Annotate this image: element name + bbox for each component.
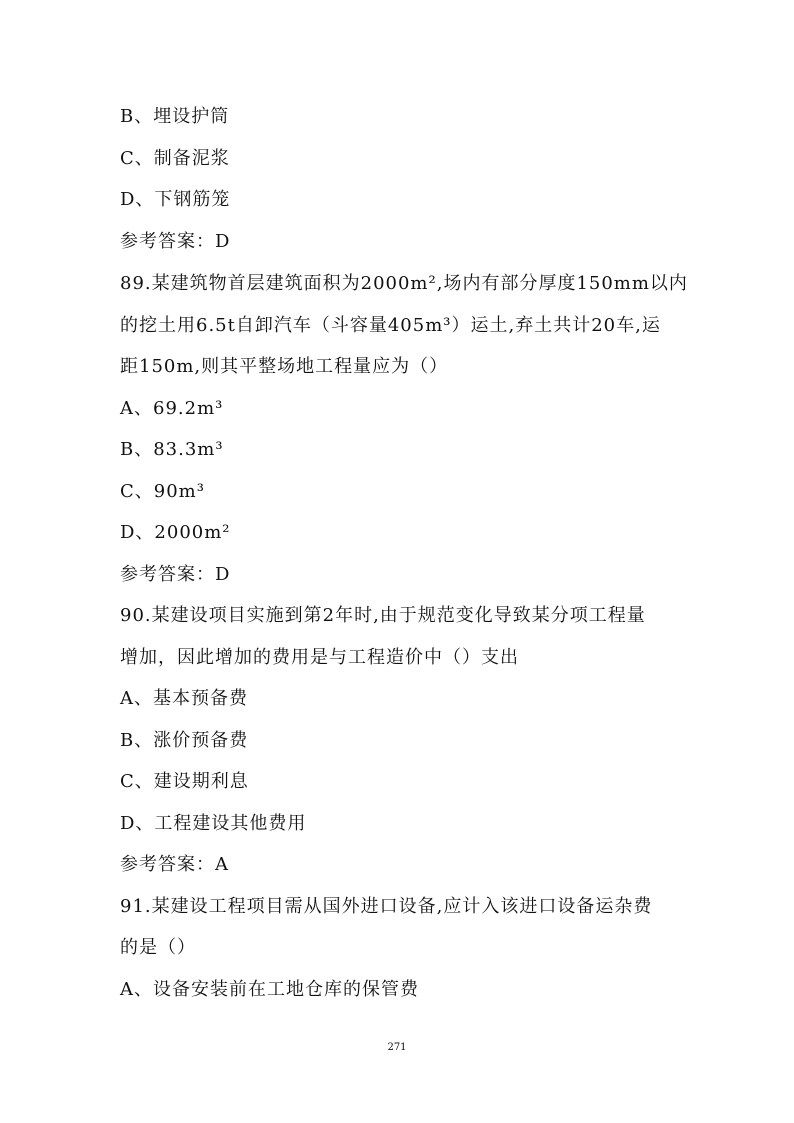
- option-b-q89: B、83.3m³: [120, 439, 224, 460]
- question-90-line-2: 增加，因此增加的费用是与工程造价中（）支出: [120, 647, 519, 668]
- option-c-q90: C、建设期利息: [120, 771, 249, 792]
- option-a-q90: A、基本预备费: [120, 688, 248, 709]
- option-b-q90: B、涨价预备费: [120, 730, 249, 751]
- option-c-q89: C、90m³: [120, 481, 205, 502]
- option-c-q88: C、制备泥浆: [120, 148, 230, 169]
- question-89-line-3: 距150m,则其平整场地工程量应为（）: [120, 356, 449, 377]
- answer-q90: 参考答案：A: [120, 854, 229, 875]
- option-d-q89: D、2000m²: [120, 522, 231, 543]
- question-91-line-1: 91.某建设工程项目需从国外进口设备,应计入该进口设备运杂费: [120, 896, 653, 917]
- answer-q89: 参考答案：D: [120, 564, 231, 585]
- question-90-line-1: 90.某建设项目实施到第2年时,由于规范变化导致某分项工程量: [120, 605, 646, 626]
- option-b-q88: B、埋设护筒: [120, 106, 230, 127]
- answer-q88: 参考答案：D: [120, 231, 231, 252]
- option-a-q89: A、69.2m³: [120, 398, 224, 419]
- page-number: 271: [387, 1042, 407, 1053]
- option-a-q91: A、设备安装前在工地仓库的保管费: [120, 979, 419, 1000]
- question-91-line-2: 的是（）: [120, 937, 196, 958]
- option-d-q90: D、工程建设其他费用: [120, 813, 307, 834]
- question-89-line-2: 的挖土用6.5t自卸汽车（斗容量405m³）运土,弃土共计20车,运: [120, 315, 661, 336]
- option-d-q88: D、下钢筋笼: [120, 189, 231, 210]
- question-89-line-1: 89.某建筑物首层建筑面积为2000m²,场内有部分厚度150mm以内: [120, 273, 688, 294]
